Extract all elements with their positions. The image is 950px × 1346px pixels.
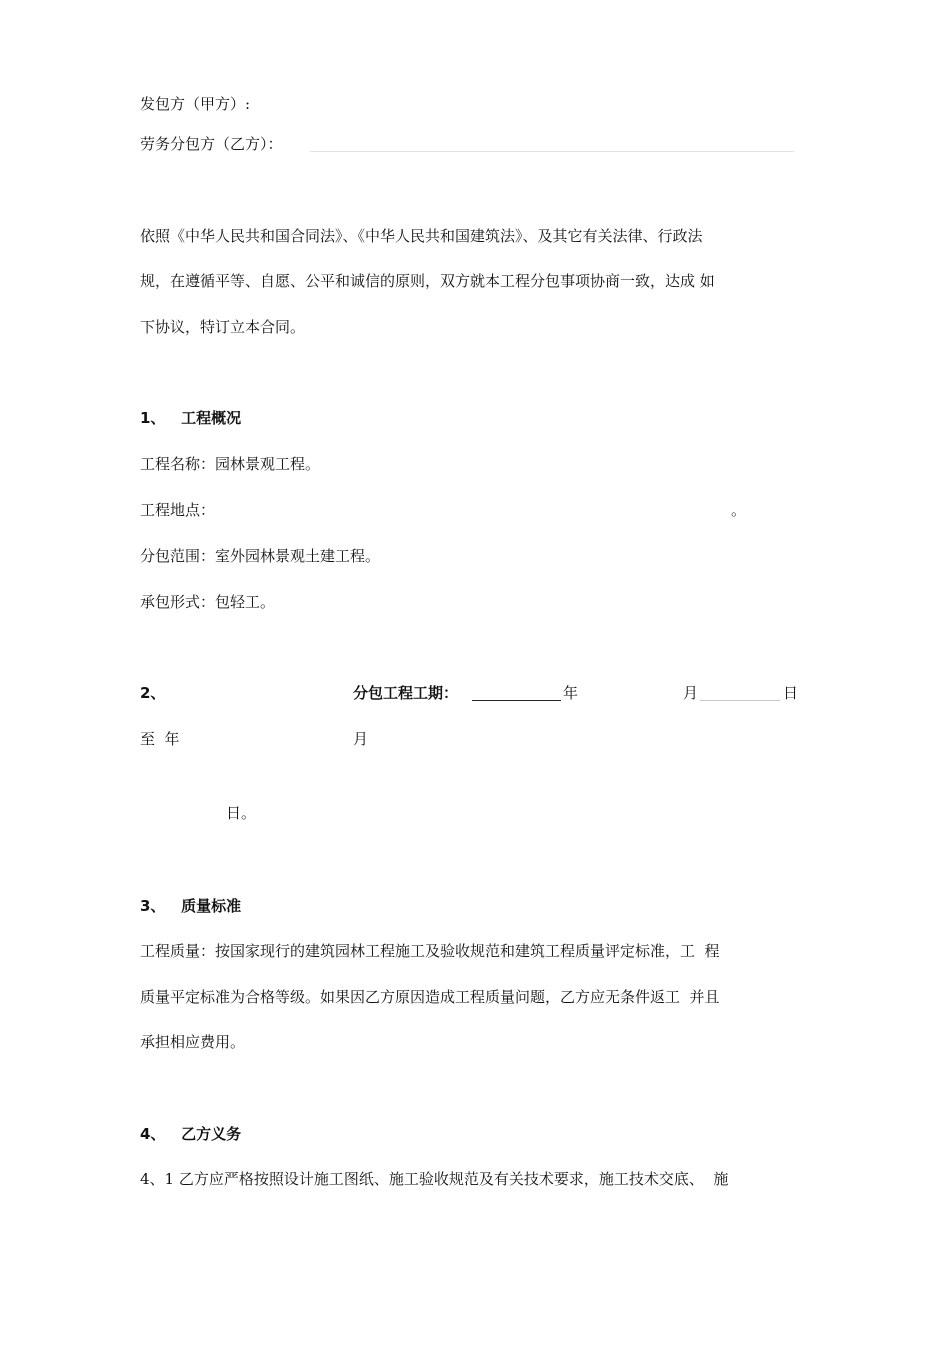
obligation-4-1: 4、1 乙方应严格按照设计施工图纸、施工验收规范及有关技术要求，施工技术交底、 施 — [140, 1170, 729, 1188]
section-2-label: 分包工程工期： — [353, 684, 459, 702]
project-location-end: 。 — [731, 501, 747, 519]
preamble-line-3: 下协议，特订立本合同。 — [140, 318, 306, 336]
employer-label: 发包方（甲方）: — [140, 95, 251, 113]
section-1-heading: 1、 工程概况 — [140, 409, 242, 427]
project-location-label: 工程地点： — [140, 501, 216, 519]
end-month-unit: 月 — [353, 730, 369, 748]
start-month-unit: 月 — [683, 684, 699, 702]
subcontractor-blank — [310, 151, 794, 152]
subcontract-scope: 分包范围：室外园林景观土建工程。 — [140, 547, 381, 565]
quality-line-3: 承担相应费用。 — [140, 1033, 246, 1051]
section-3-heading: 3、 质量标准 — [140, 897, 242, 915]
start-day-unit: 日 — [783, 684, 799, 702]
start-year-blank — [472, 700, 561, 701]
project-name: 工程名称：园林景观工程。 — [140, 455, 321, 473]
start-year-unit: 年 — [563, 684, 579, 702]
contract-form: 承包形式：包轻工。 — [140, 593, 276, 611]
subcontractor-label: 劳务分包方（乙方）： — [140, 135, 283, 153]
end-year-label: 至 年 — [140, 730, 180, 748]
end-day-unit: 日。 — [226, 804, 257, 822]
section-4-heading: 4、 乙方义务 — [140, 1125, 242, 1143]
quality-line-1: 工程质量：按国家现行的建筑园林工程施工及验收规范和建筑工程质量评定标准，工 程 — [140, 942, 720, 960]
preamble-line-2: 规，在遵循平等、自愿、公平和诚信的原则，双方就本工程分包事项协商一致，达成 如 — [140, 272, 715, 290]
start-day-blank — [700, 700, 780, 701]
preamble-line-1: 依照《中华人民共和国合同法》、《中华人民共和国建筑法》、及其它有关法律、行政法 — [140, 227, 703, 245]
quality-line-2: 质量平定标准为合格等级。如果因乙方原因造成工程质量问题，乙方应无条件返工 并且 — [140, 988, 720, 1006]
section-2-number: 2、 — [140, 684, 166, 702]
